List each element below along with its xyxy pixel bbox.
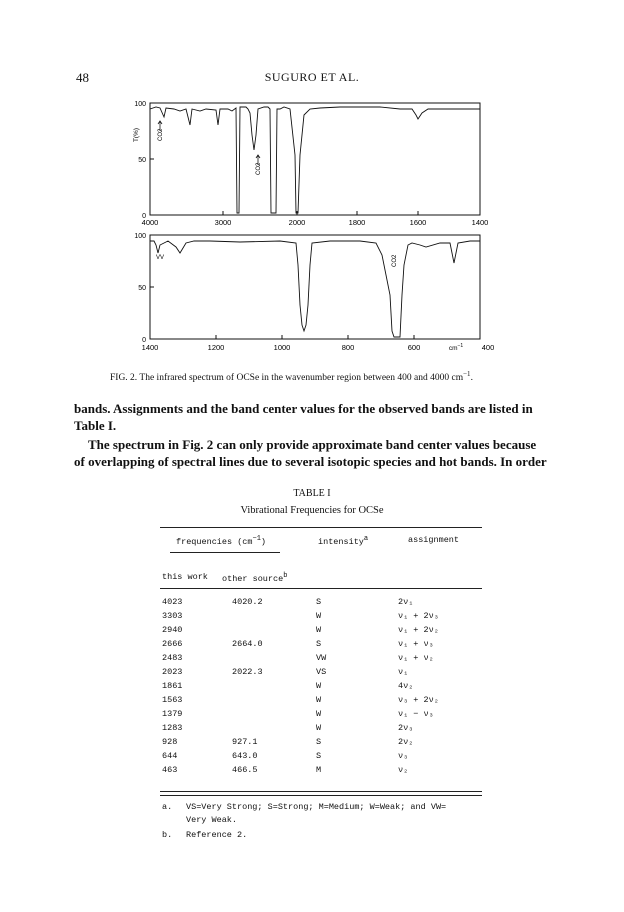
table-head-assignment: assignment — [408, 535, 460, 545]
table-bottom-rule-2 — [160, 795, 482, 796]
cell-other-source: 927.1 — [232, 737, 258, 747]
top-xtick-2000: 2000 — [288, 218, 306, 227]
cell-this-work: 1563 — [162, 695, 183, 705]
cell-intensity: S — [316, 639, 322, 649]
top-xtick-3000: 3000 — [214, 218, 232, 227]
cell-other-source: 2664.0 — [232, 639, 263, 649]
bottom-ytick-100: 100 — [134, 233, 146, 240]
bottom-xtick-800: 800 — [341, 343, 355, 352]
table-head-intensity: intensity$^a$ — [318, 535, 369, 547]
bottom-co2-label: CO2 — [392, 254, 398, 267]
cell-intensity: S — [316, 597, 322, 607]
page-number: 48 — [76, 70, 89, 85]
cell-assignment: ν₁ + 2ν₃ — [398, 611, 439, 621]
cell-intensity: W — [316, 723, 322, 733]
caption-end: . — [470, 373, 473, 384]
table-sub-other-source: other source$^b$ — [222, 572, 288, 584]
cell-assignment: 2ν₁ — [398, 597, 414, 607]
cell-assignment: 4ν₂ — [398, 681, 414, 691]
bottom-vv-label: VV — [156, 255, 165, 261]
top-co2-label-1: CO2 — [158, 128, 164, 141]
ir-spectrum-figure — [120, 95, 500, 367]
table-label: TABLE I — [293, 488, 331, 499]
para2-line2: of overlapping of spectral lines due to several isotopic species and hot bands. In order — [74, 454, 547, 469]
bottom-ytick-50: 50 — [138, 285, 146, 292]
bottom-ytick-0: 0 — [142, 337, 146, 344]
top-ytick-0: 0 — [142, 213, 146, 220]
para1-line1: bands. Assignments and the band center values for the observed bands are listed in — [74, 401, 533, 416]
table-header-rule — [160, 588, 482, 589]
cell-this-work: 2666 — [162, 639, 183, 649]
cell-other-source: 643.0 — [232, 751, 258, 761]
bottom-spectrum-trace — [150, 241, 480, 337]
cell-this-work: 2023 — [162, 667, 183, 677]
cell-this-work: 1283 — [162, 723, 183, 733]
bottom-xtick-1000: 1000 — [273, 343, 291, 352]
cell-intensity: W — [316, 681, 322, 691]
cell-this-work: 463 — [162, 765, 178, 775]
figure-caption — [110, 370, 550, 383]
table-caption: Vibrational Frequencies for OCSe — [240, 505, 384, 516]
cell-this-work: 3303 — [162, 611, 183, 621]
footnote-a-mark: a. — [162, 802, 173, 812]
cell-this-work: 644 — [162, 751, 178, 761]
bottom-panel-frame — [150, 235, 480, 339]
footnote-b-mark: b. — [162, 830, 173, 840]
cell-assignment: ν₃ + 2ν₂ — [398, 695, 439, 705]
caption-prefix: FIG. 2. — [110, 373, 138, 384]
cell-assignment: ν₂ — [398, 765, 409, 775]
footnote-b-text: Reference 2. — [186, 830, 248, 840]
top-ylabel: T(%) — [133, 127, 140, 143]
cell-this-work: 1379 — [162, 709, 183, 719]
table-head-underline — [170, 552, 280, 553]
top-ytick-100: 100 — [134, 101, 146, 108]
cell-intensity: M — [316, 765, 322, 775]
footnote-a-line2: Very Weak. — [186, 815, 238, 825]
cell-assignment: ν₁ − ν₃ — [398, 709, 434, 719]
top-spectrum-trace — [150, 107, 480, 213]
page-header — [0, 70, 624, 90]
bottom-xtick-1200: 1200 — [207, 343, 225, 352]
bottom-x-unit: $cm^{-1}$ — [448, 343, 464, 352]
top-xtick-1800: 1800 — [348, 218, 366, 227]
top-panel-frame — [150, 103, 480, 215]
table-sub-this-work: this work — [162, 572, 208, 582]
table-top-rule — [160, 527, 482, 528]
cell-intensity: S — [316, 751, 322, 761]
top-xtick-1600: 1600 — [409, 218, 427, 227]
table-bottom-rule-1 — [160, 791, 482, 792]
cell-this-work: 1861 — [162, 681, 183, 691]
cell-intensity: S — [316, 737, 322, 747]
cell-other-source: 4020.2 — [232, 597, 263, 607]
cell-assignment: ν₁ + ν₂ — [398, 653, 434, 663]
cell-assignment: ν₃ — [398, 751, 409, 761]
cell-assignment: 2ν₂ — [398, 737, 414, 747]
para2-line1: The spectrum in Fig. 2 can only provide approximate band center values because — [88, 437, 537, 452]
caption-text: The infrared spectrum of OCSe in the wavenumber region between 400 and 4000 cm — [139, 373, 464, 384]
top-panel — [133, 101, 488, 227]
caption-sup: −1 — [463, 370, 471, 378]
bottom-xtick-1400: 1400 — [141, 343, 159, 352]
para1-line2: Table I. — [74, 418, 117, 433]
cell-intensity: W — [316, 625, 322, 635]
bottom-xtick-400: 400 — [481, 343, 495, 352]
cell-intensity: VW — [316, 653, 327, 663]
cell-other-source: 466.5 — [232, 765, 258, 775]
running-head: SUGURO ET AL. — [264, 70, 360, 84]
top-xtick-4000: 4000 — [141, 218, 159, 227]
cell-this-work: 4023 — [162, 597, 183, 607]
cell-this-work: 2483 — [162, 653, 183, 663]
cell-assignment: ν₁ + 2ν₂ — [398, 625, 439, 635]
cell-assignment: 2ν₃ — [398, 723, 414, 733]
bottom-xtick-600: 600 — [407, 343, 421, 352]
cell-intensity: VS — [316, 667, 327, 677]
cell-intensity: W — [316, 709, 322, 719]
cell-this-work: 2940 — [162, 625, 183, 635]
cell-other-source: 2022.3 — [232, 667, 263, 677]
top-co2-label-2: CO2 — [256, 162, 262, 175]
cell-assignment: ν₁ + ν₃ — [398, 639, 434, 649]
bottom-panel — [134, 233, 494, 352]
cell-intensity: W — [316, 611, 322, 621]
cell-assignment: ν₁ — [398, 667, 409, 677]
footnote-a-line1: VS=Very Strong; S=Strong; M=Medium; W=Weak; and VW= — [186, 802, 447, 812]
table-head-frequencies: frequencies $(cm^{-1})$ — [176, 535, 267, 547]
cell-this-work: 928 — [162, 737, 178, 747]
top-xtick-1400: 1400 — [471, 218, 489, 227]
top-ytick-50: 50 — [138, 157, 146, 164]
cell-intensity: W — [316, 695, 322, 705]
